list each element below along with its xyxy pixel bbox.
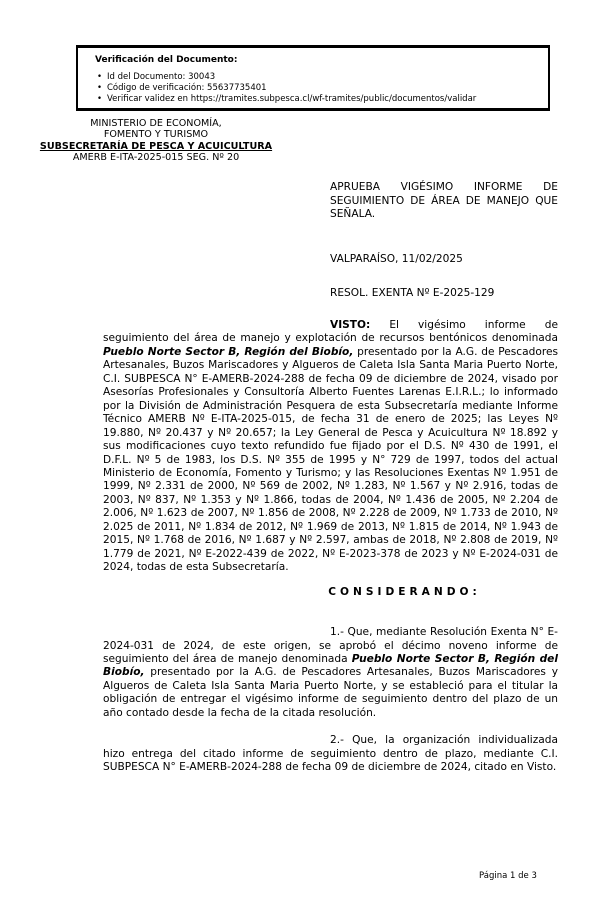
verification-list [95,72,538,104]
ministry-name-line1: MINISTERIO DE ECONOMÍA, [90,118,222,129]
bullet-icon: • [97,72,103,82]
bullet-icon: • [97,82,103,93]
letterhead [28,118,284,164]
verification-item-url-text: Verificar validez en https://tramites.subpesca.cl/wf-tramites/public/documentos/validar [107,93,477,104]
document-body [103,319,558,775]
verification-item-id-text: Id del Documento: 30043 [107,72,216,82]
verification-item-url [95,94,538,105]
subsecretaria-name: SUBSECRETARÍA DE PESCA Y ACUICULTURA [39,140,273,152]
visto-paragraph: VISTO: El vigésimo informe de seguimiento del área de manejo y explotación de recursos bentónicos denominada Pueblo Norte Sector B, Región del Biobío, presentado por la A.G. de Pescadores Artesanales, Buzos Mariscadores y Algueros de Caleta Isla Santa Maria Puerto Norte, C.I. SUBPESCA N° E-AMERB-2024-288 de fecha 09 de diciembre de 2024, visado por Asesorías Profesionales y Consultoría Alberto Fuentes Larenas E.I.R.L.; lo informado por la División de Administración Pesquera de esta Subsecretaría mediante Informe Técnico AMERB Nº E-ITA-2025-015, de fecha 31 de enero de 2025; las Leyes Nº 19.880, Nº 20.437 y Nº 20.657; la Ley General de Pesca y Acuicultura Nº 18.892 y sus modificaciones cuyo texto refundido fue fijado por el D.S. Nº 430 de 1991, el D.F.L. Nº 5 de 1983, los D.S. Nº 355 de 1995 y N° 729 de 1997, todos del actual Ministerio de Economía, Fomento y Turismo; y las Resoluciones Exentas Nº 1.951 de 1999, Nº 2.331 de 2000, Nº 569 de 2002, Nº 1.283, Nº 1.567 y Nº 2.916, todas de 2003, Nº 837, Nº 1.353 y Nº 1.866, todas de 2004, Nº 1.436 de 2005, Nº 2.204 de 2.006, Nº 1.623 de 2007, Nº 1.856 de 2008, Nº 2.228 de 2009, Nº 1.733 de 2010, Nº 2.025 de 2011, Nº 1.834 de 2012, Nº 1.969 de 2013, Nº 1.815 de 2014, Nº 1.943 de 2015, Nº 1.768 de 2016, Nº 1.687 y Nº 2.597, ambas de 2018, Nº 2.808 de 2019, Nº 1.779 de 2021, Nº E-2022-439 de 2022, Nº E-2023-378 de 2023 y Nº E-2024-031 de 2024, todas de esta Subsecretaría. [103,319,558,574]
bullet-icon: • [97,93,103,104]
place-and-date: VALPARAÍSO, 11/02/2025 [330,252,463,265]
considerando-2-paragraph: 2.- Que, la organización individualizada hizo entrega del citado informe de seguimiento dentro de plazo, mediante C.I. SUBPESCA N° E-AMERB-2024-288 de fecha 09 de diciembre de 2024, citado en Visto. [103,734,558,774]
considerando-1-paragraph: 1.- Que, mediante Resolución Exenta N° E-2024-031 de 2024, de este origen, se aprobó el décimo noveno informe de seguimiento del área de manejo denominada Pueblo Norte Sector B, Región del Biobío, presentado por la A.G. de Pescadores Artesanales, Buzos Mariscadores y Algueros de Caleta Isla Santa Maria Puerto Norte, y se estableció para el titular la obligación de entregar el vigésimo informe de seguimiento dentro del plazo de un año contado desde la fecha de la citada resolución. [103,626,558,719]
verification-item-code [95,83,538,94]
considerando-heading: CONSIDERANDO: [328,585,481,598]
document-reference: AMERB E-ITA-2025-015 SEG. Nº 20 [72,152,240,164]
verification-box [76,45,550,111]
verification-title: Verificación del Documento: [95,55,238,65]
verification-item-code-text: Código de verificación: 55637735401 [107,82,267,93]
title-block [330,181,558,301]
page-number: Página 1 de 3 [479,871,537,881]
verification-item-id [95,72,538,83]
resolution-subject: APRUEBA VIGÉSIMO INFORME DE SEGUIMIENTO DE ÁREA DE MANEJO QUE SEÑALA. [330,181,558,220]
resolution-number: RESOL. EXENTA Nº E-2025-129 [330,287,495,299]
ministry-name-line2: FOMENTO Y TURISMO [103,129,209,141]
